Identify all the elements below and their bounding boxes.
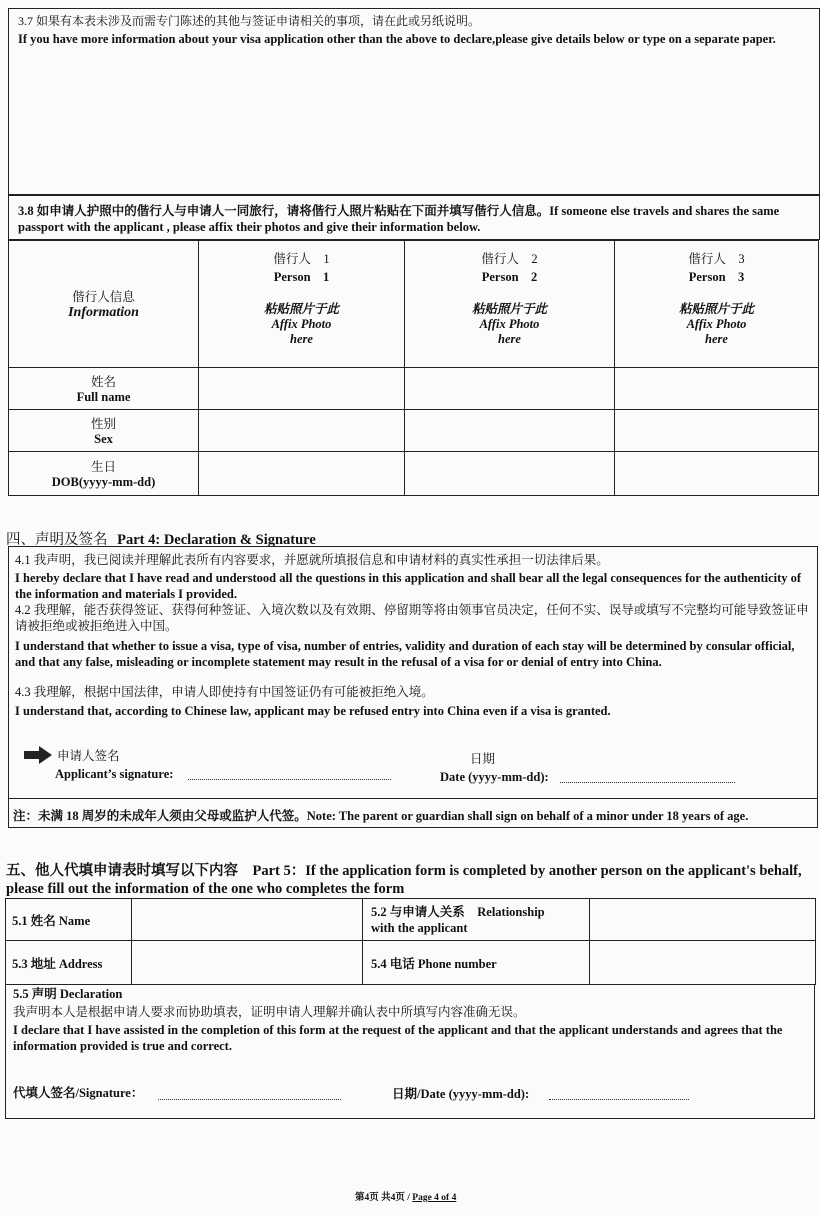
person-1-dob-field[interactable]	[199, 452, 405, 496]
applicant-signature-en: Applicant’s signature:	[55, 767, 174, 781]
person-3-en: Person 3	[688, 270, 745, 284]
row-label-sex	[9, 410, 199, 452]
address-label: 5.3 地址 Address	[6, 941, 132, 985]
part-4-title-cn: 四、声明及签名	[6, 532, 108, 548]
person-1-photo-here: here	[290, 332, 313, 346]
person-2-sex-field[interactable]	[405, 410, 615, 452]
person-2-full-name-field[interactable]	[405, 368, 615, 410]
assistant-date-label: 日期/Date (yyyy-mm-dd):	[392, 1087, 530, 1101]
person-2-en: Person 2	[481, 270, 538, 284]
person-1-en: Person 1	[273, 270, 330, 284]
person-3-cn: 偕行人 3	[688, 252, 745, 266]
phone-field[interactable]	[590, 941, 816, 985]
relationship-label	[363, 899, 590, 941]
name-field[interactable]	[132, 899, 363, 941]
phone-label: 5.4 电话 Phone number	[363, 941, 590, 985]
part-4-title-en: Part 4: Declaration & Signature	[117, 532, 316, 548]
note-divider	[8, 798, 818, 799]
person-1-full-name-field[interactable]	[199, 368, 405, 410]
date-cn: 日期	[470, 752, 496, 766]
declaration-4-3-en: I understand that, according to Chinese law, applicant may be refused entry into China even if a visa is granted.	[15, 704, 611, 718]
person-1-sex-field[interactable]	[199, 410, 405, 452]
person-1-cn: 偕行人 1	[273, 252, 330, 266]
date-en: Date (yyyy-mm-dd):	[440, 770, 549, 784]
assistant-signature-label: 代填人签名/Signature：	[13, 1086, 144, 1100]
declaration-4-1-cn: 4.1 我声明，我已阅读并理解此表所有内容要求，并愿就所填报信息和申请材料的真实性承担一切法律后果。	[15, 553, 609, 567]
relationship-label-line2: with the applicant	[371, 920, 468, 935]
section-3-7-en: If you have more information about your visa application other than the above to declare,please give details below or type on a separate paper.	[18, 32, 776, 46]
info-header-cell	[9, 241, 199, 368]
part-5-table	[5, 898, 817, 985]
assistant-date-field[interactable]	[549, 1088, 689, 1100]
person-3-full-name-field[interactable]	[615, 368, 819, 410]
row-label-en: DOB(yyyy-mm-dd)	[51, 475, 156, 489]
person-3-sex-field[interactable]	[615, 410, 819, 452]
declaration-date-field[interactable]	[560, 771, 735, 783]
row-label-cn: 生日	[90, 460, 116, 474]
page-number-cn: 第4页 共4页	[355, 1193, 405, 1203]
person-1-photo-en: Affix Photo	[271, 317, 332, 331]
name-label: 5.1 姓名 Name	[6, 899, 132, 941]
minor-note: 注：未满 18 周岁的未成年人须由父母或监护人代签。Note: The parent or guardian shall sign on behalf of a minor under 18 years of age.	[13, 809, 749, 823]
person-2-photo-cell[interactable]	[405, 241, 615, 368]
part-5-title: 五、他人代填申请表时填写以下内容 Part 5：If the application form is completed by another person on the applicant's behalf, please fill out the information of the one who completes the form	[6, 863, 802, 897]
declaration-4-1-en: I hereby declare that I have read and understood all the questions in this application and shall bear all the legal consequences for the authenticity of the information and materials I provided.	[15, 571, 802, 601]
row-label-dob	[9, 452, 199, 496]
person-1-photo-cell[interactable]	[199, 241, 405, 368]
assist-declaration-title: 5.5 声明 Declaration	[13, 987, 123, 1001]
person-3-dob-field[interactable]	[615, 452, 819, 496]
info-header-cn: 偕行人信息	[72, 290, 135, 304]
declaration-4-2-en: I understand that whether to issue a visa, type of visa, number of entries, validity and duration of each stay will be determined by consular official, and that any false, misleading or incomplete statement may result in the refusal of a visa for or denial of entry into China.	[15, 639, 795, 669]
person-2-photo-en: Affix Photo	[479, 317, 540, 331]
person-1-photo-cn: 粘贴照片于此	[263, 302, 339, 316]
companion-table	[8, 240, 820, 496]
person-2-dob-field[interactable]	[405, 452, 615, 496]
row-label-en: Sex	[94, 432, 113, 446]
arrow-right-icon	[24, 746, 52, 764]
row-label-cn: 性别	[90, 417, 116, 431]
person-3-photo-cell[interactable]	[615, 241, 819, 368]
assist-declaration-en: I declare that I have assisted in the completion of this form at the request of the applicant and that the applicant understands and agrees that the information provided is true and correct.	[13, 1023, 783, 1053]
row-label-en: Full name	[76, 390, 131, 404]
person-3-photo-cn: 粘贴照片于此	[678, 302, 754, 316]
assist-declaration-cn: 我声明本人是根据申请人要求而协助填表，证明申请人理解并确认表中所填写内容准确无误。	[13, 1005, 526, 1019]
declaration-4-2-cn: 4.2 我理解，能否获得签证、获得何种签证、入境次数以及有效期、停留期等将由领事官员决定，任何不实、误导或填写不完整均可能导致签证申请被拒绝或被拒绝进入中国。	[15, 603, 809, 633]
row-label-full-name	[9, 368, 199, 410]
row-label-cn: 姓名	[90, 375, 116, 389]
person-3-photo-en: Affix Photo	[686, 317, 747, 331]
assistant-signature-field[interactable]	[158, 1088, 341, 1100]
person-3-photo-here: here	[705, 332, 728, 346]
applicant-signature-field[interactable]	[188, 768, 391, 780]
relationship-label-line1: 5.2 与申请人关系 Relationship	[371, 904, 545, 919]
person-2-photo-here: here	[498, 332, 521, 346]
relationship-field[interactable]	[590, 899, 816, 941]
section-3-8-header: 3.8 如申请人护照中的偕行人与申请人一同旅行，请将偕行人照片粘贴在下面并填写偕行人信息。If someone else travels and shares the same passport with the applicant , please affix their photos and give their information below.	[18, 204, 780, 234]
address-field[interactable]	[132, 941, 363, 985]
page-footer	[355, 1189, 456, 1203]
page-number-en: Page 4 of 4	[412, 1193, 457, 1203]
page-number-separator: /	[404, 1193, 413, 1203]
section-3-7-cn: 3.7 如果有本表未涉及而需专门陈述的其他与签证申请相关的事项，请在此或另纸说明。	[18, 14, 481, 28]
declaration-4-3-cn: 4.3 我理解，根据中国法律，申请人即使持有中国签证仍有可能被拒绝入境。	[15, 685, 434, 699]
person-2-photo-cn: 粘贴照片于此	[471, 302, 547, 316]
person-2-cn: 偕行人 2	[481, 252, 538, 266]
applicant-signature-cn: 申请人签名	[57, 749, 120, 763]
info-header-en: Information	[68, 305, 139, 320]
